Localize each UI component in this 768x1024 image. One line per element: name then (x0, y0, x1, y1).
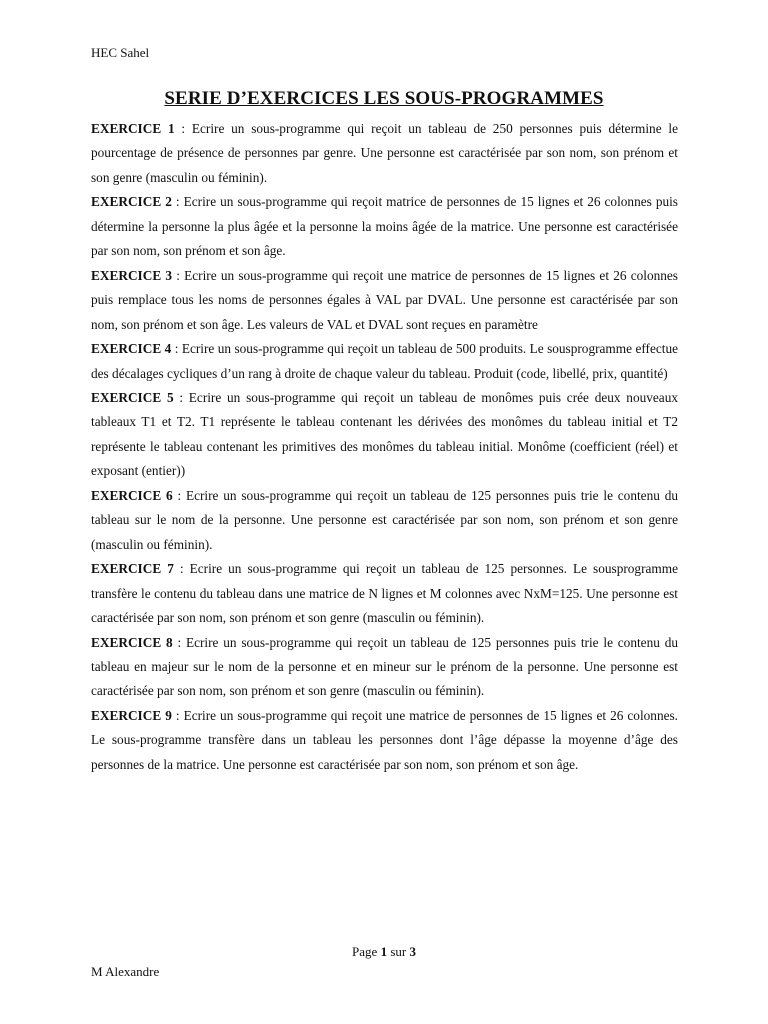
exercise-label: EXERCICE 8 (91, 634, 173, 650)
exercise-label: EXERCICE 3 (91, 267, 173, 283)
exercise-text: : Ecrire un sous-programme qui reçoit un tableau de 250 personnes puis détermine le pourcentage de présence de personnes par genre. Une personne est caractérisée par son nom, son prénom et son genre (masculin ou féminin). (91, 121, 678, 185)
exercise-7 (91, 557, 678, 630)
exercise-6 (91, 484, 678, 557)
exercise-text: : Ecrire un sous-programme qui reçoit un tableau de 125 personnes. Le sousprogramme transfère le contenu du tableau dans une matrice de N lignes et M colonnes avec NxM=125. Une personne est caractérisée par son nom, son prénom et son genre (masculin ou féminin). (91, 561, 678, 626)
page-title: SERIE D’EXERCICES LES SOUS-PROGRAMMES (164, 88, 604, 109)
page-number (0, 944, 768, 960)
exercise-text: : Ecrire un sous-programme qui reçoit un tableau de 125 personnes puis trie le contenu du tableau en majeur sur le nom de la personne et en mineur sur le prénom de la personne. Une personne est caractérisée par son nom, son prénom et son genre (masculin ou féminin). (91, 634, 678, 699)
exercise-label: EXERCICE 2 (91, 194, 172, 210)
exercise-text: : Ecrire un sous-programme qui reçoit matrice de personnes de 15 lignes et 26 colonnes puis détermine la personne la plus âgée et la personne la moins âgée de la matrice. Une personne est caractérisée par son nom, son prénom et son âge. (91, 194, 678, 259)
exercise-text: : Ecrire un sous-programme qui reçoit une matrice de personnes de 15 lignes et 26 colonnes. Le sous-programme transfère dans un tableau les personnes dont l’âge dépasse la moyenne d’âge des personnes de la matrice. Une personne est caractérisée par son nom, son prénom et son âge. (91, 707, 678, 772)
exercise-8 (91, 631, 678, 704)
page-suffix: sur (387, 944, 410, 959)
exercise-text: : Ecrire un sous-programme qui reçoit un tableau de monômes puis crée deux nouveaux tableaux T1 et T2. T1 représente le tableau contenant les dérivées des monômes du tableau initial et T2 représente le tableau contenant les primitives des monômes du tableau initial. Monôme (coefficient (réel) et exposant (entier)) (91, 389, 678, 479)
exercise-text: : Ecrire un sous-programme qui reçoit un tableau de 125 personnes puis trie le contenu du tableau sur le nom de la personne. Une personne est caractérisée par son nom, son prénom et son genre (masculin ou féminin). (91, 487, 678, 552)
page-header: HEC Sahel (91, 45, 150, 60)
total-pages: 3 (409, 944, 416, 959)
exercise-list (91, 117, 678, 777)
exercise-5 (91, 386, 678, 484)
exercise-text: : Ecrire un sous-programme qui reçoit un tableau de 500 produits. Le sousprogramme effectue des décalages cycliques d’un rang à droite de chaque valeur du tableau. Produit (code, libellé, prix, quantité) (91, 341, 679, 381)
exercise-label: EXERCICE 6 (91, 487, 173, 503)
exercise-9 (91, 704, 678, 777)
current-page: 1 (380, 944, 388, 959)
exercise-label: EXERCICE 7 (91, 561, 174, 577)
exercise-3 (91, 264, 678, 337)
exercise-label: EXERCICE 5 (91, 389, 174, 405)
exercise-text: : Ecrire un sous-programme qui reçoit une matrice de personnes de 15 lignes et 26 colonnes puis remplace tous les noms de personnes égales à VAL par DVAL. Une personne est caractérisée par son nom, son prénom et son âge. Les valeurs de VAL et DVAL sont reçues en paramètre (91, 267, 678, 332)
page-author: M Alexandre (91, 964, 160, 979)
page-prefix: Page (352, 944, 381, 959)
exercise-label: EXERCICE 9 (91, 707, 172, 723)
exercise-4 (91, 337, 678, 386)
exercise-label: EXERCICE 4 (91, 341, 172, 357)
exercise-1 (91, 117, 678, 190)
exercise-2 (91, 190, 678, 263)
exercise-label: EXERCICE 1 (91, 121, 175, 136)
